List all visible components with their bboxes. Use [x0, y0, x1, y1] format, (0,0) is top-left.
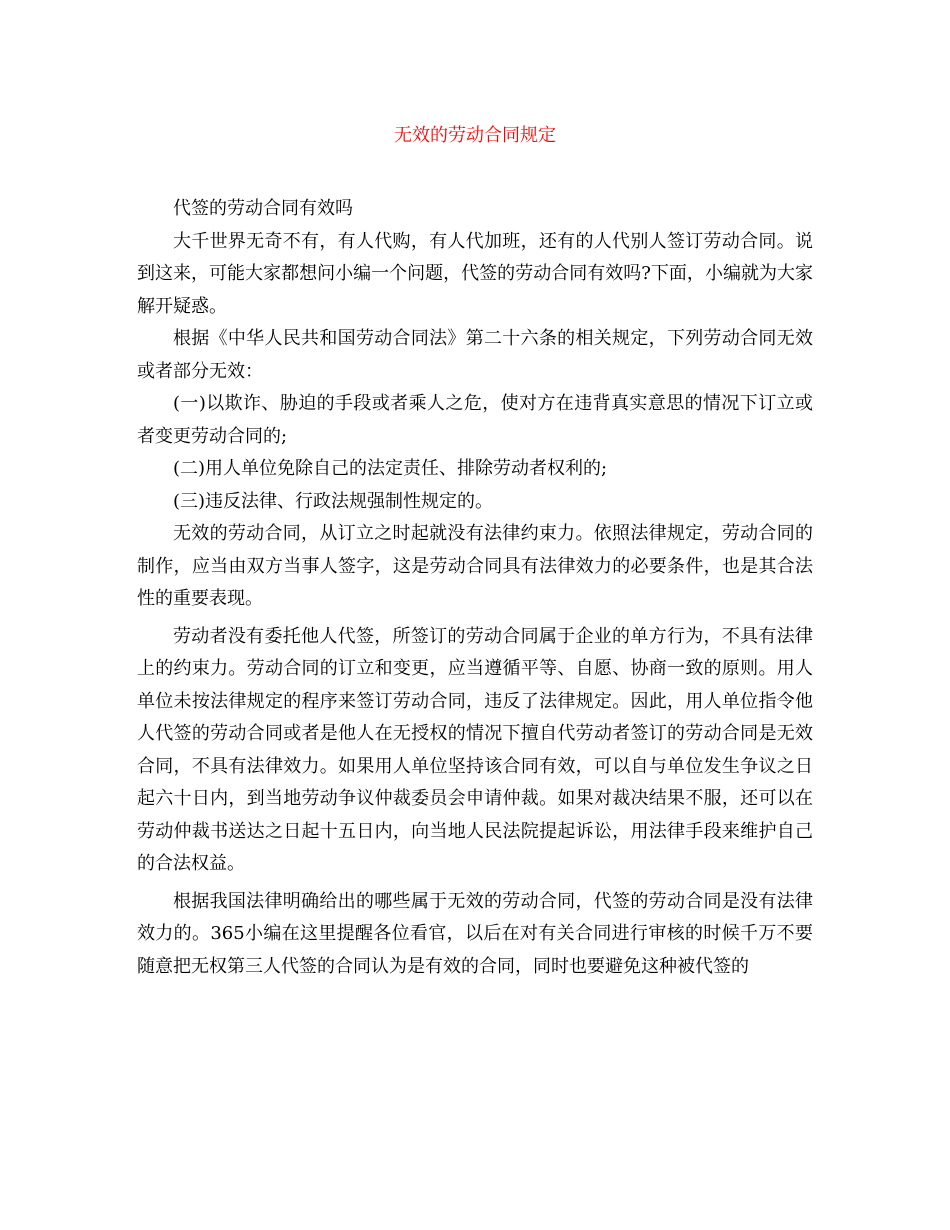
document-title: 无效的劳动合同规定: [394, 125, 556, 146]
paragraph-item-3: (三)违反法律、行政法规强制性规定的。: [173, 490, 494, 512]
paragraph-item-1: (一)以欺诈、胁迫的手段或者乘人之危，使对方在违背真实意思的情况下订立或者变更劳动合同的;: [137, 393, 813, 447]
paragraph-subheading: 代签的劳动合同有效吗: [173, 198, 353, 219]
paragraph-intro: 大千世界无奇不有，有人代购，有人代加班，还有的人代别人签订劳动合同。说到这来，可能大家都想问小编一个问题，代签的劳动合同有效吗?下面，小编就为大家解开疑惑。: [137, 230, 813, 317]
paragraph-proxy-signing: 劳动者没有委托他人代签，所签订的劳动合同属于企业的单方行为，不具有法律上的约束力。劳动合同的订立和变更，应当遵循平等、自愿、协商一致的原则。用人单位未按法律规定的程序来签订劳动合同，违反了法律规定。因此，用人单位指令他人代签的劳动合同或者是他人在无授权的情况下擅自代劳动者签订的劳动合同是无效合同，不具有法律效力。如果用人单位坚持该合同有效，可以自与单位发生争议之日起六十日内，到当地劳动争议仲裁委员会申请仲裁。如果对裁决结果不服，还可以在劳动仲裁书送达之日起十五日内，向当地人民法院提起诉讼，用法律手段来维护自己的合法权益。: [137, 625, 813, 874]
paragraph-legal-basis: 根据《中华人民共和国劳动合同法》第二十六条的相关规定，下列劳动合同无效或者部分无效：: [137, 328, 813, 382]
paragraph-conclusion: 根据我国法律明确给出的哪些属于无效的劳动合同，代签的劳动合同是没有法律效力的。365小编在这里提醒各位看官，以后在对有关合同进行审核的时候千万不要随意把无权第三人代签的合同认为是有效的合同，同时也要避免这种被代签的: [137, 890, 813, 977]
document-body: [137, 193, 813, 983]
paragraph-invalid-contract: 无效的劳动合同，从订立之时起就没有法律约束力。依照法律规定，劳动合同的制作，应当由双方当事人签字，这是劳动合同具有法律效力的必要条件，也是其合法性的重要表现。: [137, 523, 813, 609]
paragraph-item-2: (二)用人单位免除自己的法定责任、排除劳动者权利的;: [173, 458, 608, 479]
